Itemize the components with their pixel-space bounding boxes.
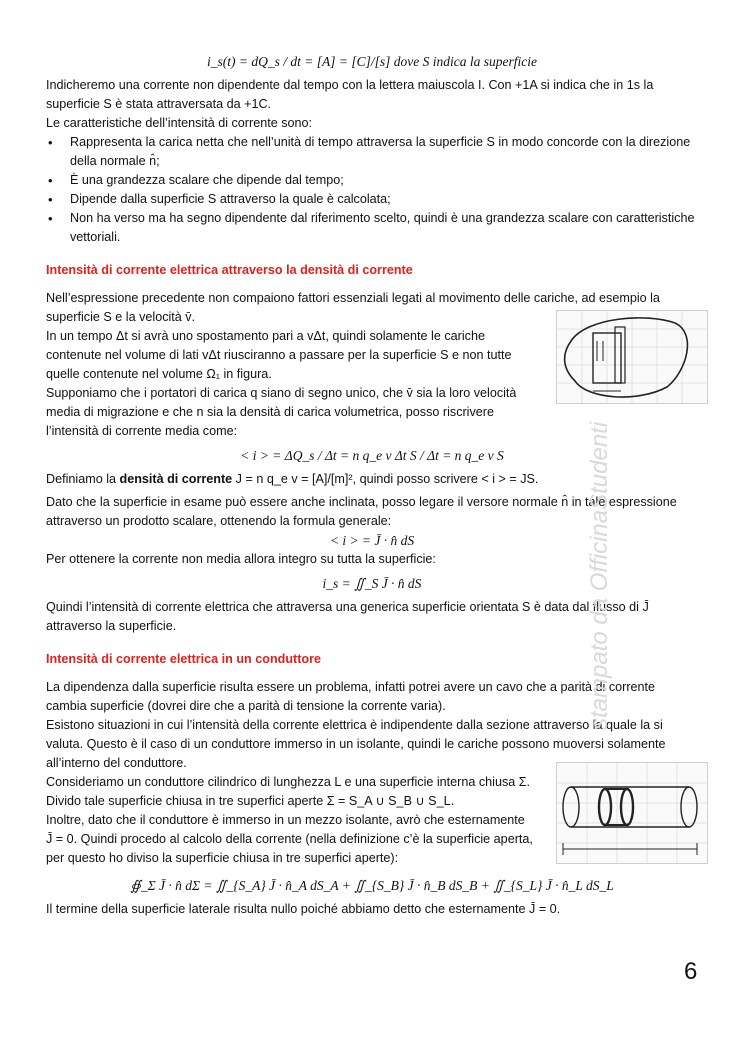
page-number: 6 [684,958,698,985]
cylinder-sketch [557,763,707,863]
paragraph: Supponiamo che i portatori di carica q siano di segno unico, che v̄ sia la loro velocità media di migrazione e che n sia la densità di carica volumetrica, posso riscrivere l’intensità di corrente media come: [46,386,517,438]
formula-integral: i_s = ∬_S J̄ · n̂ dS [322,576,422,591]
paragraph: Esistono situazioni in cui l’intensità della corrente elettrica è indipendente dalla sezione attraverso la quale la si valuta. Questo è il caso di un conduttore immerso in un isolante, quindi le cariche possono muoversi solamente all’interno del conduttore. [46,718,666,770]
paragraph: Quindi l’intensità di corrente elettrica che attraversa una generica superficie orientata S è data dal flusso di J̄ attraverso la superficie. [46,600,649,633]
paragraph: Inoltre, dato che il conduttore è immerso in un mezzo isolante, avrò che esternamente J̄ = 0. Quindi procedo al calcolo della corrente (nella definizione c’è la superficie aperta, per questo ho diviso la superficie chiusa in tre superfici aperte): [46,813,533,865]
list-item: • Rappresenta la carica netta che nell’unità di tempo attraversa la superficie S in modo concorde con la direzione della normale n̂; [70,133,698,171]
paragraph: Dato che la superficie in esame può essere anche inclinata, posso legare il versore normale n̂ in tale espressione attraverso un prodotto scalare, ottenendo la formula generale: [46,495,677,528]
section-heading-conductor: Intensità di corrente elettrica in un conduttore [46,652,322,666]
density-prefix: Definiamo la [46,472,120,486]
density-formula: J = n q_e v = [A]/[m]², quindi posso scrivere < i > = JS. [232,472,539,486]
paragraph: La dipendenza dalla superficie risulta essere un problema, infatti potrei avere un cavo che a parità di corrente cambia superficie (dovrei dire che a parità di tensione la corrente varia). [46,680,656,713]
paragraph: Consideriamo un conduttore cilindrico di lunghezza L e una superficie interna chiusa Σ. Divido tale superficie chiusa in tre superfici aperte Σ = S_A ∪ S_B ∪ S_L. [46,775,531,808]
formula-closed-surface: ∯_Σ J̄ · n̂ dΣ = ∬_{S_A} J̄ · n̂_A dS_A + ∬_{S_B} J̄ · n̂_B dS_B + ∬_{S_L} J̄ · n̂_L dS_L [130,878,614,893]
list-item: • Non ha verso ma ha segno dipendente dal riferimento scelto, quindi è una grandezza scalare con caratteristiche vettoriali. [70,209,698,247]
formula-current: i_s(t) = dQ_s / dt = [A] = [C]/[s] dove S indica la superficie [207,54,537,69]
watermark: stampato da OfficinaStudenti [586,421,613,730]
paragraph: Nell’espressione precedente non compaiono fattori essenziali legati al movimento delle cariche, ad esempio la superficie S e la velocità v̄. [46,291,660,324]
figure-volume-surface [556,310,708,404]
paragraph: Per ottenere la corrente non media allora integro su tutta la superficie: [46,552,436,566]
figure-cylindrical-conductor [556,762,708,864]
characteristics-list [46,133,698,247]
intro-paragraph: Indicheremo una corrente non dipendente dal tempo con la lettera maiuscola I. Con +1A si indica che in 1s la superficie S è stata attraversata da +1C. [46,78,654,111]
formula-mean-current: < i > = ΔQ_s / Δt = n q_e v Δt S / Δt = n q_e v S [240,448,504,463]
paragraph: Il termine della superficie laterale risulta nullo poiché abbiamo detto che esternamente J̄ = 0. [46,902,561,916]
section-heading-density: Intensità di corrente elettrica attraverso la densità di corrente [46,263,413,277]
intro-list-lead: Le caratteristiche dell’intensità di corrente sono: [46,116,313,130]
density-term: densità di corrente [119,472,233,486]
list-item: • È una grandezza scalare che dipende dal tempo; [70,171,698,190]
paragraph: In un tempo Δt si avrà uno spostamento pari a vΔt, quindi solamente le cariche contenute nel volume di lati vΔt riusciranno a passare per la superficie S e non tutte quelle contenute nel volume Ω₁ in figura. [46,329,512,381]
volume-sketch [557,311,707,403]
list-item: • Dipende dalla superficie S attraverso la quale è calcolata; [70,190,698,209]
formula-general: < i > = J̄ · n̂ dS [329,533,415,548]
